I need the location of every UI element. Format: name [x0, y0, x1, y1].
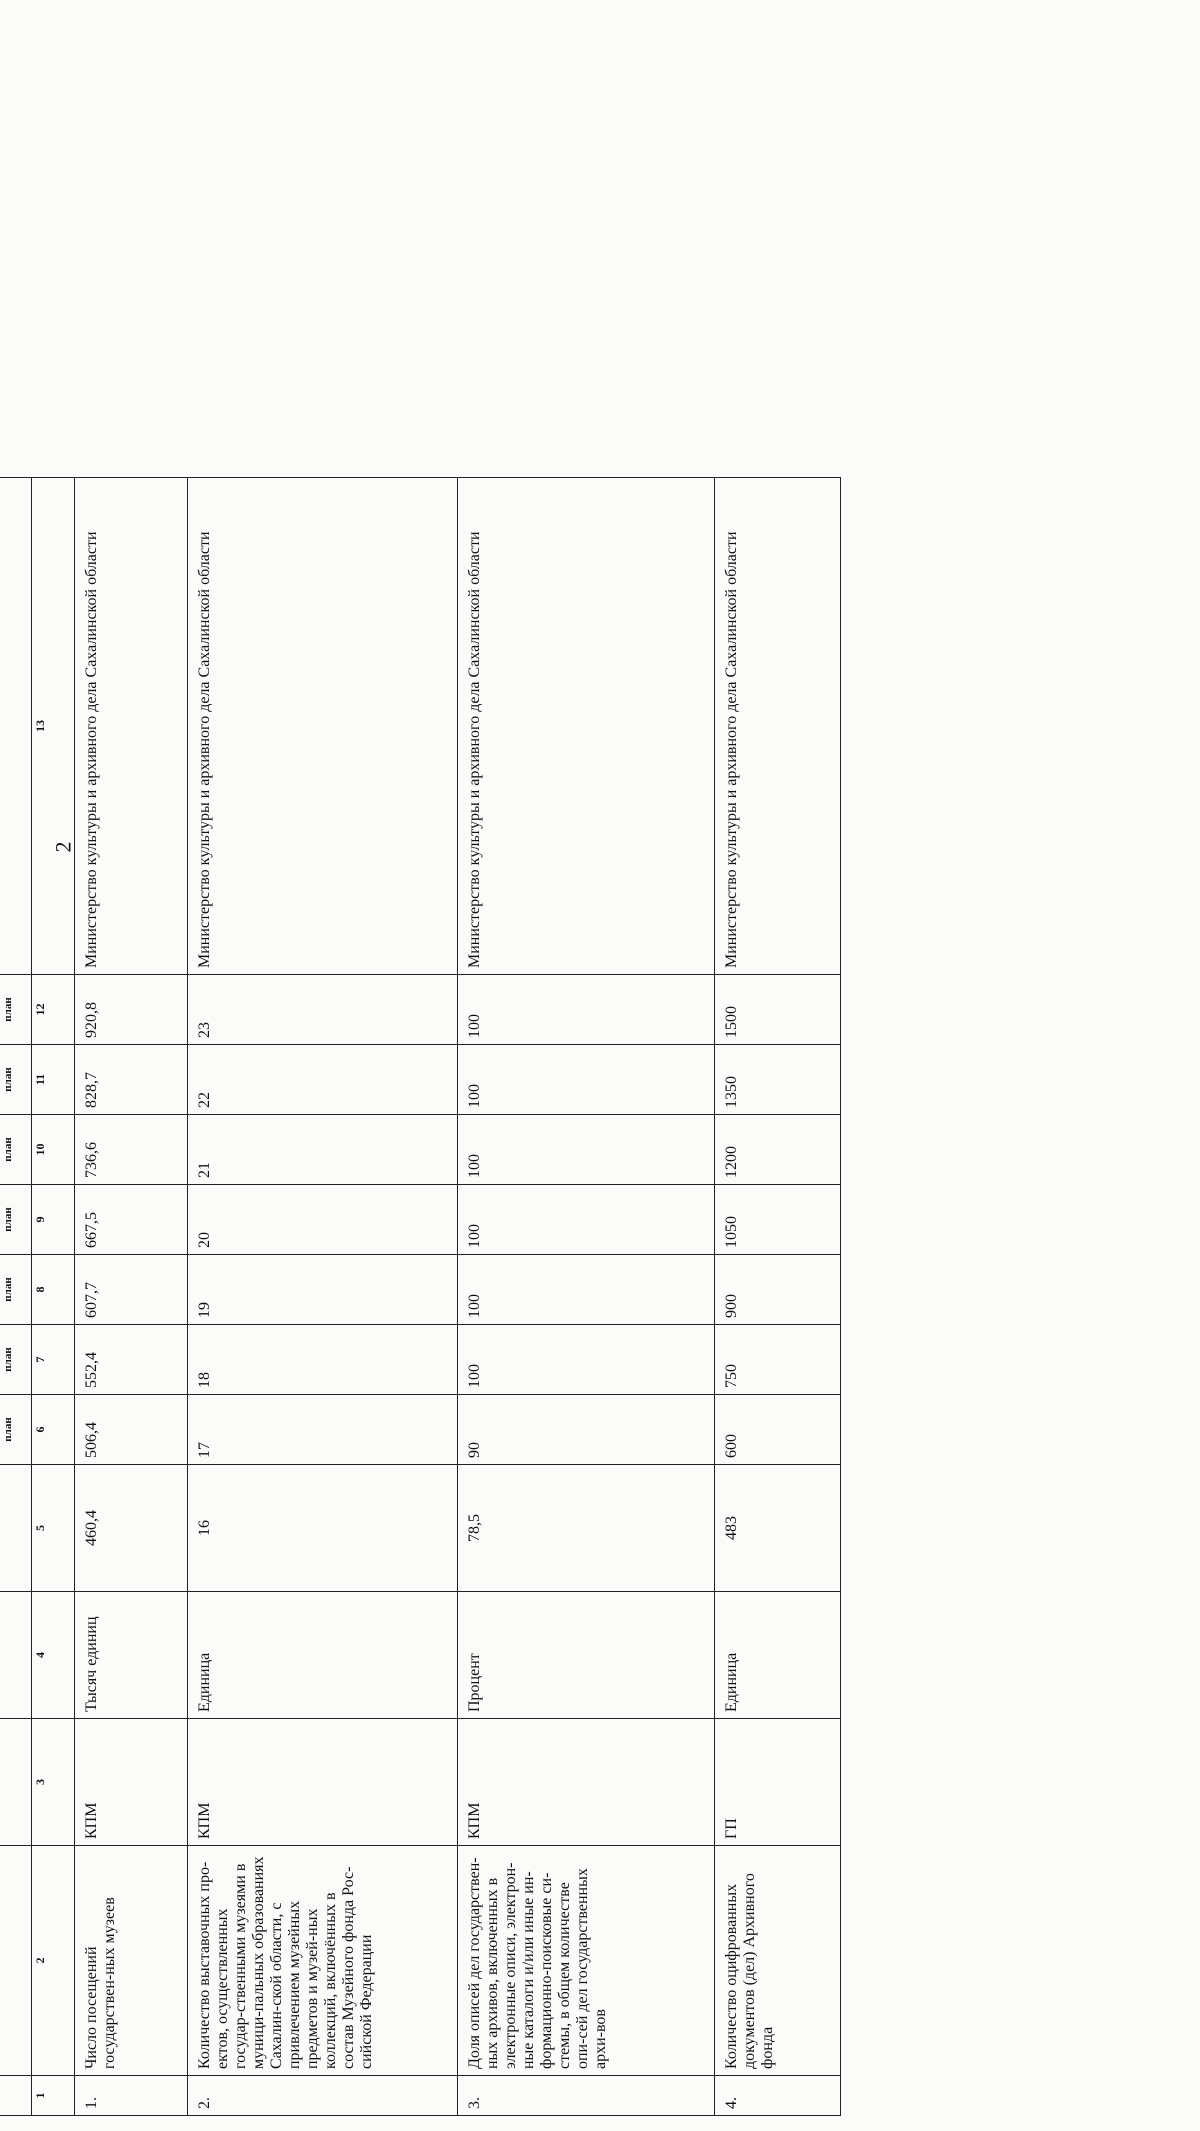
plan-value: 607,7 [75, 1255, 188, 1325]
indicator-level: КПМ [75, 1719, 188, 1846]
row-number: 3. [458, 2076, 715, 2116]
header-plan: план [0, 1185, 31, 1255]
header-level [0, 1719, 31, 1846]
plan-value: 90 [458, 1395, 715, 1465]
column-number: 13 [31, 478, 74, 975]
plan-value: 18 [187, 1325, 457, 1395]
plan-value: 1350 [715, 1045, 841, 1115]
table-row [715, 478, 841, 2116]
responsible-party: Министерство культуры и архивного дела Сахалинской области [458, 478, 715, 975]
column-number: 6 [31, 1395, 74, 1465]
header-base [0, 1465, 31, 1592]
header-plan: план [0, 975, 31, 1045]
plan-value: 828,7 [75, 1045, 188, 1115]
column-number: 1 [31, 2076, 74, 2116]
page-number: 2 [50, 841, 76, 853]
base-value: 483 [715, 1465, 841, 1592]
plan-value: 900 [715, 1255, 841, 1325]
plan-value: 600 [715, 1395, 841, 1465]
responsible-party: Министерство культуры и архивного дела Сахалинской области [75, 478, 188, 975]
plan-value: 1200 [715, 1115, 841, 1185]
header-plan: план [0, 1255, 31, 1325]
row-number: 2. [187, 2076, 457, 2116]
row-number: 4. [715, 2076, 841, 2116]
plan-value: 100 [458, 975, 715, 1045]
plan-value: 21 [187, 1115, 457, 1185]
plan-value: 750 [715, 1325, 841, 1395]
indicator-unit: Процент [458, 1592, 715, 1719]
plan-value: 1050 [715, 1185, 841, 1255]
plan-value: 19 [187, 1255, 457, 1325]
header-plan: план [0, 1325, 31, 1395]
header-unit [0, 1592, 31, 1719]
column-number: 3 [31, 1719, 74, 1846]
base-value: 460,4 [75, 1465, 188, 1592]
plan-value: 920,8 [75, 975, 188, 1045]
indicators-table [0, 477, 841, 2116]
plan-value: 667,5 [75, 1185, 188, 1255]
plan-value: 22 [187, 1045, 457, 1115]
column-number: 9 [31, 1185, 74, 1255]
column-number: 10 [31, 1115, 74, 1185]
plan-value: 23 [187, 975, 457, 1045]
plan-value: 100 [458, 1255, 715, 1325]
header-name [0, 1846, 31, 2076]
column-number: 5 [31, 1465, 74, 1592]
header-plan: план [0, 1045, 31, 1115]
plan-value: 100 [458, 1045, 715, 1115]
indicator-name: Количество выставочных про-ектов, осуществленных государ-ственными музеями в муници-пальных образованиях Сахалин-ской области, с привлечением музейных предметов и музей-ных коллекций, включённых в состав Музейного фонда Рос-сийской Федерации [187, 1846, 457, 2076]
column-number: 4 [31, 1592, 74, 1719]
plan-value: 20 [187, 1185, 457, 1255]
header-num [0, 2076, 31, 2116]
base-value: 16 [187, 1465, 457, 1592]
column-number: 7 [31, 1325, 74, 1395]
plan-value: 736,6 [75, 1115, 188, 1185]
indicator-name: Доля описей дел государствен-ных архивов, включенных в электронные описи, электрон-ные каталоги и/или иные ин-формационно-поисковые си-стемы, в общем количестве опи-сей дел государственных архи-вов [458, 1846, 715, 2076]
header-plan: план [0, 1395, 31, 1465]
rotated-page-content [0, 481, 849, 2131]
indicator-level: ГП [715, 1719, 841, 1846]
header-plan: план [0, 1115, 31, 1185]
table-row [458, 478, 715, 2116]
plan-value: 100 [458, 1325, 715, 1395]
indicator-name: Число посещений государствен-ных музеев [75, 1846, 188, 2076]
row-number: 1. [75, 2076, 188, 2116]
header-responsible [0, 478, 31, 975]
indicator-level: КПМ [458, 1719, 715, 1846]
plan-value: 100 [458, 1185, 715, 1255]
column-number: 8 [31, 1255, 74, 1325]
plan-value: 17 [187, 1395, 457, 1465]
table-row [187, 478, 457, 2116]
indicator-unit: Тысяч единиц [75, 1592, 188, 1719]
table-row [75, 478, 188, 2116]
plan-value: 100 [458, 1115, 715, 1185]
responsible-party: Министерство культуры и архивного дела Сахалинской области [715, 478, 841, 975]
column-number: 11 [31, 1045, 74, 1115]
indicator-unit: Единица [187, 1592, 457, 1719]
indicator-level: КПМ [187, 1719, 457, 1846]
plan-value: 552,4 [75, 1325, 188, 1395]
plan-value: 506,4 [75, 1395, 188, 1465]
indicator-name: Количество оцифрованных документов (дел) Архивного фонда [715, 1846, 841, 2076]
column-number: 2 [31, 1846, 74, 2076]
indicator-unit: Единица [715, 1592, 841, 1719]
responsible-party: Министерство культуры и архивного дела Сахалинской области [187, 478, 457, 975]
column-number-row [31, 478, 74, 2116]
plan-value: 1500 [715, 975, 841, 1045]
base-value: 78,5 [458, 1465, 715, 1592]
column-number: 12 [31, 975, 74, 1045]
